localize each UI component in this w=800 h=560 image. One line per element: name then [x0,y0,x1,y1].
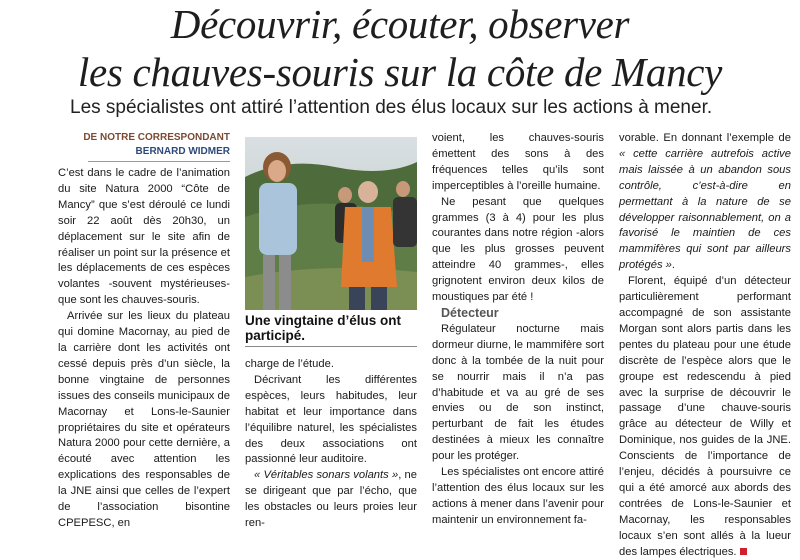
headline [0,0,800,96]
byline [58,131,230,159]
paragraph: Arrivée sur les lieux du plateau qui domine Macornay, au pied de la carrière dont les activités ont cessé depuis près d’un siècle, la bonne vingtaine de personnes issues des conseils municipaux de Macornay et Lons-le-Saunier propriétaires du site et opérateurs Natura 2000 pour cette dernière, a écouté avec attention les explications des responsables de la JNE ainsi que celles de l’expert de l’association bisontine CPEPESC, en [58,310,230,529]
paragraph: charge de l’étude. [245,358,334,370]
section-subhead: Détecteur [441,305,499,320]
headline-line-1: Découvrir, écouter, observer [170,1,630,47]
article-column-3 [432,131,604,529]
paragraph-text: . [671,259,675,272]
article-photo [245,137,417,310]
paragraph: Les spécialistes ont encore attiré l’attention des élus locaux sur les actions à mener dans l’avenir pour maintenir un environnement fa- [432,466,604,526]
subtitle: Les spécialistes ont attiré l’attention des élus locaux sur les actions à mener. [70,97,713,118]
byline-author: BERNARD WIDMER [135,146,230,157]
paragraph-text: , ne se dirigeant que par l’écho, que les obstacles ou leurs proies leur ren- [245,469,417,530]
caption-divider [245,346,417,347]
paragraph: voient, les chauves-souris émettent des sons à des fréquences telles qu’ils sont imperceptibles à l’oreille humaine. [432,132,604,192]
headline-line-2: les chauves-souris sur la côte de Mancy [77,49,723,95]
paragraph-text: vorable. En donnant l’exemple de [619,132,791,144]
paragraph: C’est dans le cadre de l’animation du site Natura 2000 “Côte de Mancy” que s’est déroulé ce lundi soir 22 août dès 20h30, un déplacement sur le site afin de réaliser un point sur la présence et les déplacements de ces espèces volantes -souvent mystérieuses- que sont les chauves-souris. [58,167,230,307]
paragraph [619,131,791,274]
byline-label: DE NOTRE CORRESPONDANT [83,132,230,143]
paragraph: Régulateur nocturne mais dormeur diurne, le mammifère sort donc à la tombée de la nuit pour se nourrir mais il n’a pas d’habitude et va au gré de ses envies ou de son instinct, perturbant de fait les études destinées à mieux les connaître pour les protéger. [432,322,604,463]
paragraph [245,468,417,532]
article-column-2 [245,357,417,532]
article-column-1 [58,131,230,532]
photo-caption: Une vingtaine d’élus ont participé. [245,313,402,343]
paragraph: Ne pesant que quelques grammes (3 à 4) pour les plus courantes dans notre région -alors que les plus grosses peuvent atteindre 40 grammes-, elles grignotent environ deux kilos de moustiques par été ! [432,195,604,304]
paragraph: Décrivant les différentes espèces, leurs habitudes, leur habitat et leur importance dans l’équilibre naturel, les spécialistes des deux associations ont passionné leur auditoire. [245,373,417,466]
end-of-article-mark [740,548,747,555]
paragraph-text: Florent, équipé d’un détecteur particulièrement performant accompagné de son assistante Morgan sont alors partis dans les pentes du plateau pour une étude discrète de l’espèce alors que le groupe est redescendu à pied avec la surprise de découvrir le passage d’une chauve-souris grâce au détecteur de Willy et Dominique, nos guides de la JNE. Conscients de l’importance de l’enjeu, décidés à poursuivre ce qui a été amorcé aux abords des contrées de Lons-le-Saunier et Macornay, les responsables locaux s’en sont allés à la lueur des lampes électriques. [619,275,791,558]
paragraph [619,274,791,560]
quote: « cette carrière autrefois active mais laissée à un abandon sous contrôle, c’est-à-dire en permettant à la nature de se développer raisonnablement, on a favorisé le maintien de ces mammifères qui sont par ailleurs protégés » [619,147,791,272]
article-column-4 [619,131,791,560]
quote: « Véritables sonars volants » [254,469,399,482]
byline-divider [88,161,230,162]
